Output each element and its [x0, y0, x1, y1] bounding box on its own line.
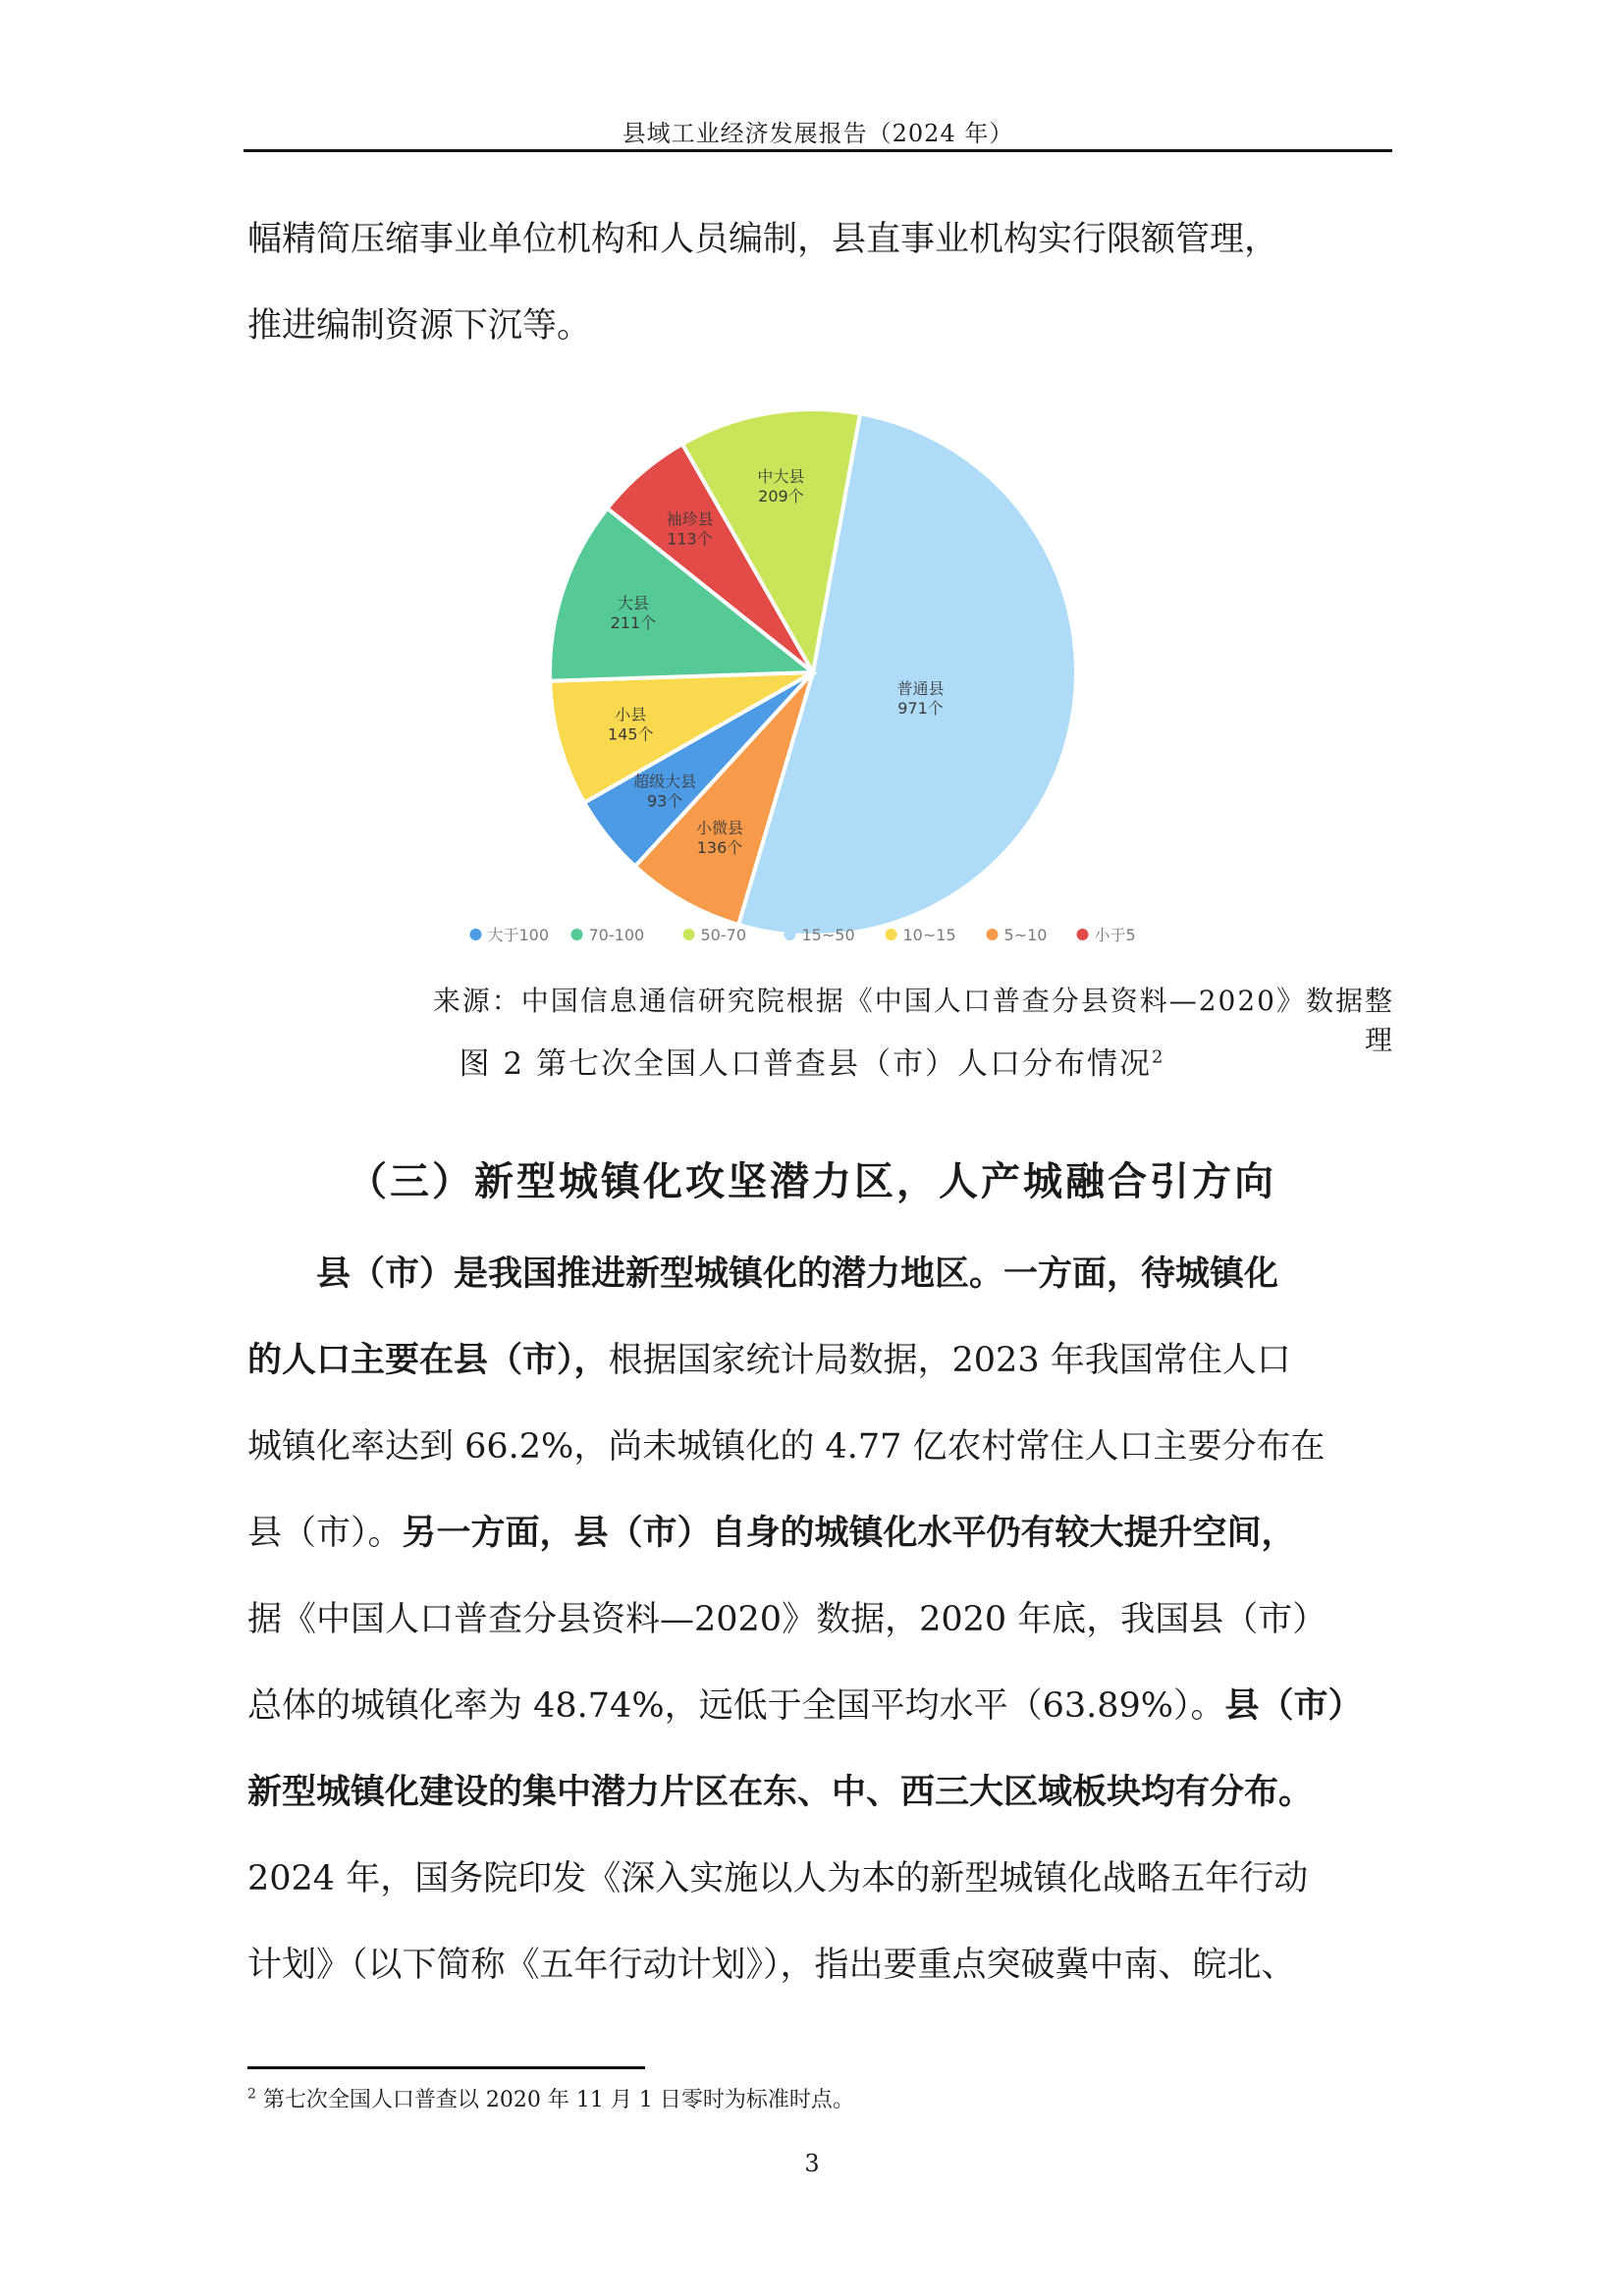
- legend-dot-2: [683, 929, 695, 940]
- chart-source: 来源：中国信息通信研究院根据《中国人口普查分县资料—2020》数据整理: [432, 985, 1394, 1056]
- figure-caption: [0, 1039, 1624, 1083]
- body-line-4: [247, 1490, 1392, 1576]
- pie-label-name-6: 中大县: [757, 466, 805, 486]
- body-line-6: [247, 1663, 1392, 1749]
- body-line-4-bold: 另一方面，县（市）自身的城镇化水平仍有较大提升空间，: [402, 1514, 1296, 1553]
- body-line-3: 城镇化率达到 66.2%，尚未城镇化的 4.77 亿农村常住人口主要分布在: [247, 1427, 1326, 1467]
- body-line-2-rest: 根据国家统计局数据，2023 年我国常住人口: [608, 1341, 1291, 1380]
- pie-label-value-2: 93个: [646, 791, 683, 811]
- pie-label-value-1: 136个: [696, 837, 743, 857]
- body-line-8: 2024 年，国务院印发《深入实施以人为本的新型城镇化战略五年行动: [247, 1859, 1309, 1898]
- body-line-7: [247, 1749, 1392, 1836]
- pie-slices: [550, 409, 1076, 935]
- pie-label-value-5: 113个: [667, 529, 713, 549]
- footnote-text: 第七次全国人口普查以 2020 年 11 月 1 日零时为标准时点。: [262, 2088, 854, 2112]
- body-paragraph: [247, 1231, 1392, 2008]
- page-header: 县域工业经济发展报告（2024 年）: [622, 120, 1014, 147]
- body-line-6-bold: 县（市）: [1224, 1686, 1363, 1726]
- pie-legend: [470, 926, 1136, 944]
- legend-label-2: 50-70: [700, 926, 746, 944]
- body-line-6-rest: 总体的城镇化率为 48.74%，远低于全国平均水平（63.89%）。: [247, 1686, 1225, 1726]
- figure-caption-text: 图 2 第七次全国人口普查县（市）人口分布情况: [459, 1046, 1152, 1082]
- body-line-9: 计划》（以下简称《五年行动计划》），指出要重点突破冀中南、皖北、: [247, 1946, 1296, 1985]
- pie-label-value-0: 971个: [897, 699, 944, 719]
- population-pie-chart: [0, 383, 1624, 962]
- pie-label-name-0: 普通县: [896, 679, 945, 699]
- pie-svg: [0, 383, 1624, 962]
- body-line-2: [247, 1317, 1392, 1404]
- figure-footnote-mark: 2: [1151, 1046, 1165, 1068]
- pie-label-value-6: 209个: [758, 486, 804, 506]
- page-number: 3: [804, 2150, 820, 2177]
- legend-label-4: 10~15: [902, 926, 956, 944]
- footnote: [247, 2083, 854, 2113]
- body-line-1: [247, 1231, 1392, 1317]
- section-title: （三）新型城镇化攻坚潜力区，人产城融合引方向: [348, 1159, 1276, 1204]
- legend-dot-1: [571, 929, 583, 940]
- body-line-2-bold: 的人口主要在县（市），: [247, 1341, 609, 1380]
- legend-label-1: 70-100: [588, 926, 645, 944]
- body-line-4-start: 县（市）。: [247, 1514, 403, 1553]
- legend-dot-0: [470, 929, 482, 940]
- legend-dot-6: [1077, 929, 1089, 940]
- pie-label-name-1: 小微县: [696, 818, 744, 837]
- legend-label-3: 15~50: [801, 926, 855, 944]
- legend-label-5: 5~10: [1003, 926, 1048, 944]
- pie-label-value-4: 211个: [610, 614, 657, 633]
- pie-label-name-5: 袖珍县: [666, 509, 714, 529]
- body-line-7-bold: 新型城镇化建设的集中潜力片区在东、中、西三大区域板块均有分布。: [247, 1773, 1314, 1812]
- pie-label-name-4: 大县: [617, 594, 649, 614]
- header-rule: [244, 149, 1392, 152]
- intro-line-2: 推进编制资源下沉等。: [247, 306, 592, 346]
- intro-paragraph: [247, 196, 1392, 369]
- pie-label-value-3: 145个: [608, 724, 654, 744]
- intro-line-1: 幅精简压缩事业单位机构和人员编制，县直事业机构实行限额管理，: [247, 220, 1279, 259]
- legend-dot-4: [886, 929, 897, 940]
- footnote-mark: 2: [247, 2086, 256, 2103]
- body-line-5: 据《中国人口普查分县资料—2020》数据，2020 年底，我国县（市）: [247, 1600, 1327, 1639]
- pie-label-name-2: 超级大县: [633, 772, 697, 791]
- footnote-rule: [247, 2066, 645, 2069]
- legend-dot-5: [987, 929, 999, 940]
- legend-label-6: 小于5: [1094, 926, 1136, 944]
- legend-label-0: 大于100: [487, 926, 550, 944]
- legend-dot-3: [785, 929, 796, 940]
- body-line-1-bold: 县（市）是我国推进新型城镇化的潜力地区。一方面，待城镇化: [316, 1255, 1279, 1294]
- pie-label-name-3: 小县: [615, 705, 647, 724]
